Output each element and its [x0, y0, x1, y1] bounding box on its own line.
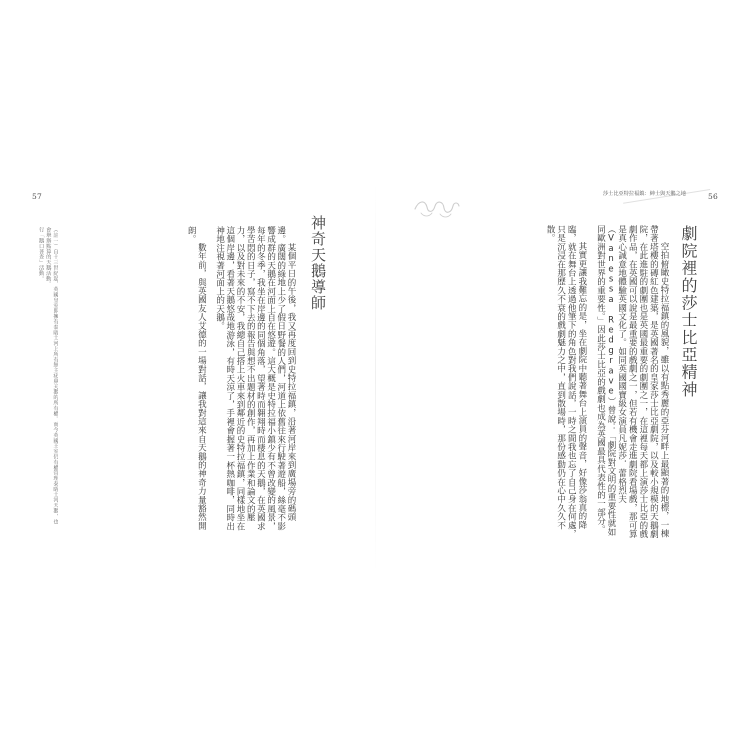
- left-book-page: [22, 180, 372, 575]
- left-footnotes: [37, 227, 58, 527]
- left-section-title: 神奇天鵝導師: [309, 215, 327, 311]
- footnote-1: （註一）自十三世紀起，英國皇室即擁有泰晤士河上所有無主疣鼻天鵝的所有權。而今英國王室仍有權管理泰晤士河天鵝，也會舉辦點算的天鵝活動。: [44, 227, 58, 524]
- left-paragraph-2: 數年前，與英國友人艾德的一場對話，讓我對這來自天鵝的神奇力量豁然開朗。: [186, 226, 207, 531]
- right-book-page: [378, 180, 728, 575]
- running-header: 莎士比亞特拉福鎮：紳士與天鵝之地: [602, 191, 686, 197]
- left-page-number: 57: [32, 192, 42, 201]
- right-main-text: [414, 225, 669, 540]
- book-gutter-shadow: [375, 180, 376, 575]
- right-paragraph-1: 空拍俯瞰史特拉福鎮的風貌，雖以有點秀麗的亞芬河畔上最顯著的地標，一棟帶著塔樓的磚紅色建築，是英國著名的皇家莎士比亞劇院，以及較小規模的天鵝劇院，在此進駐的劇團也是英國最重要的劇團之一，在這裡每天都上演莎士比亞的戲劇作品，在英國可以說是最重要的戲劇之一，但若有機會走進劇院看場戲，那可算是真心誠意地體驗英國文化了。如同英國國寶級女演員凡妮莎．蕾格烈夫（Vanessa Redgrave）曾說：「劇院對文明的重要性就如同歐洲對世界的重要性。」因此莎士比亞的戲劇也成為英國最具代表性的一部分。: [595, 225, 669, 539]
- right-section-title: 劇院裡的莎士比亞精神: [679, 225, 698, 398]
- right-paragraph-2: 其實更讓我難忘的是，坐在劇院中聽著舞台上演員的聲音，好像莎翁真的降臨，就在舞台上透過他筆下的角色對我們說話，一時之間我也忘了自己身在何處，只是沉浸在那歷久不衰的戲劇魅力之中，直到散場時，那份感動仍在心中久久不散。: [545, 225, 587, 539]
- left-paragraph-1: 某個平日的午後，我又再度回到史特拉福鎮，沿著河岸來到廣場旁的碼頭邊。廣闊的綠地上少了假日野餐的人們，河道上依舊往來行駛著遊船，絲毫不影響成群的天鵝在河面上自在悠遊。這大概是史特拉福小鎮少有不曾改變的風景，每年的冬季，我坐在岸邊的同個角落，望著時而翱翔時而棲息的天鵝，在英國求學苦悶的日子，寫不下去的報告與想不出題材的創作，再加上作業和論文的壓力，以及對未來的不安，我總自己搭上火車來到鄰近的史特拉福鎮，同樣地坐在這個岸邊，看著天鵝悠哉地游泳，有時天涼了，手裡會握著一杯熱咖啡，同時出神地注視著河面上的天鵝。: [214, 226, 296, 531]
- right-page-number: 56: [708, 192, 718, 201]
- ornament-icon: [413, 195, 461, 221]
- footnote-2: 行「鵝口普查」活動。: [37, 227, 44, 281]
- left-main-text: [64, 226, 296, 531]
